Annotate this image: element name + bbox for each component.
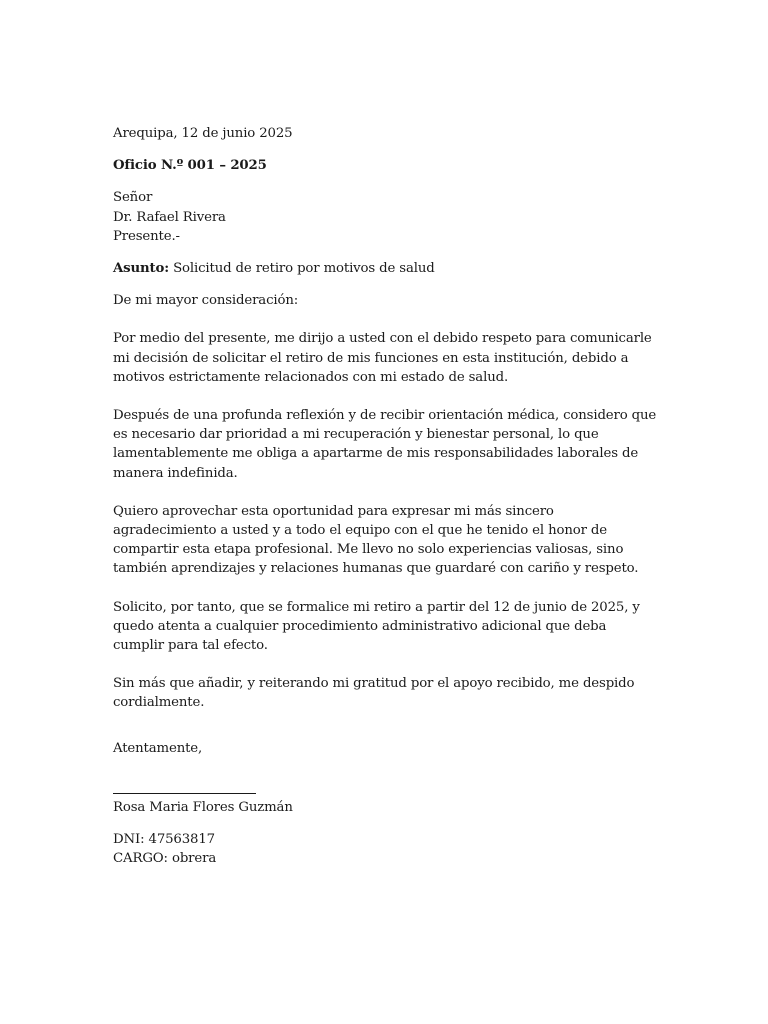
paragraph-2: Después de una profunda reflexión y de recibir orientación médica, considero que es necesario dar prioridad a mi recuperación y bienestar personal, lo que lamentablemente me obliga a apartarme de mis responsabilidades laborales de manera indefinida. <box>113 408 657 481</box>
signer-name: Rosa Maria Flores Guzmán <box>113 799 293 815</box>
paragraph-5: Sin más que añadir, y reiterando mi gratitud por el apoyo recibido, me despido cordialmente. <box>113 676 635 711</box>
recipient-block <box>113 188 661 246</box>
signer-cargo: CARGO: obrera <box>113 851 217 867</box>
recipient-title: Señor <box>113 190 153 206</box>
closing: Atentamente, <box>113 740 203 756</box>
signature-line <box>113 778 256 794</box>
paragraph-3: Quiero aprovechar esta oportunidad para expresar mi más sincero agradecimiento a usted y a todo el equipo con el que he tenido el honor de compartir esta etapa profesional. Me llevo no solo experiencias valiosas, sino también aprendizajes y relaciones humanas que guardaré con cariño y respeto. <box>113 503 639 577</box>
letter-body <box>113 124 661 868</box>
subject-text: Solicitud de retiro por motivos de salud <box>169 261 435 277</box>
place-date: Arequipa, 12 de junio 2025 <box>113 126 293 141</box>
oficio-number: Oficio N.º 001 – 2025 <box>113 158 267 174</box>
recipient-presente: Presente.- <box>113 228 180 244</box>
signer-dni: DNI: 47563817 <box>113 832 215 848</box>
greeting: De mi mayor consideración: <box>113 293 299 309</box>
subject-label: Asunto: <box>113 261 170 277</box>
recipient-name: Dr. Rafael Rivera <box>113 209 226 225</box>
subject-line <box>113 259 661 278</box>
paragraph-4: Solicito, por tanto, que se formalice mi retiro a partir del 12 de junio de 2025, y quedo atenta a cualquier procedimiento administrativo adicional que deba cumplir para tal efecto. <box>113 599 640 654</box>
paragraph-1: Por medio del presente, me dirijo a usted con el debido respeto para comunicarle mi decisión de solicitar el retiro de mis funciones en esta institución, debido a motivos estrictamente relacionados con mi estado de salud. <box>113 331 652 385</box>
